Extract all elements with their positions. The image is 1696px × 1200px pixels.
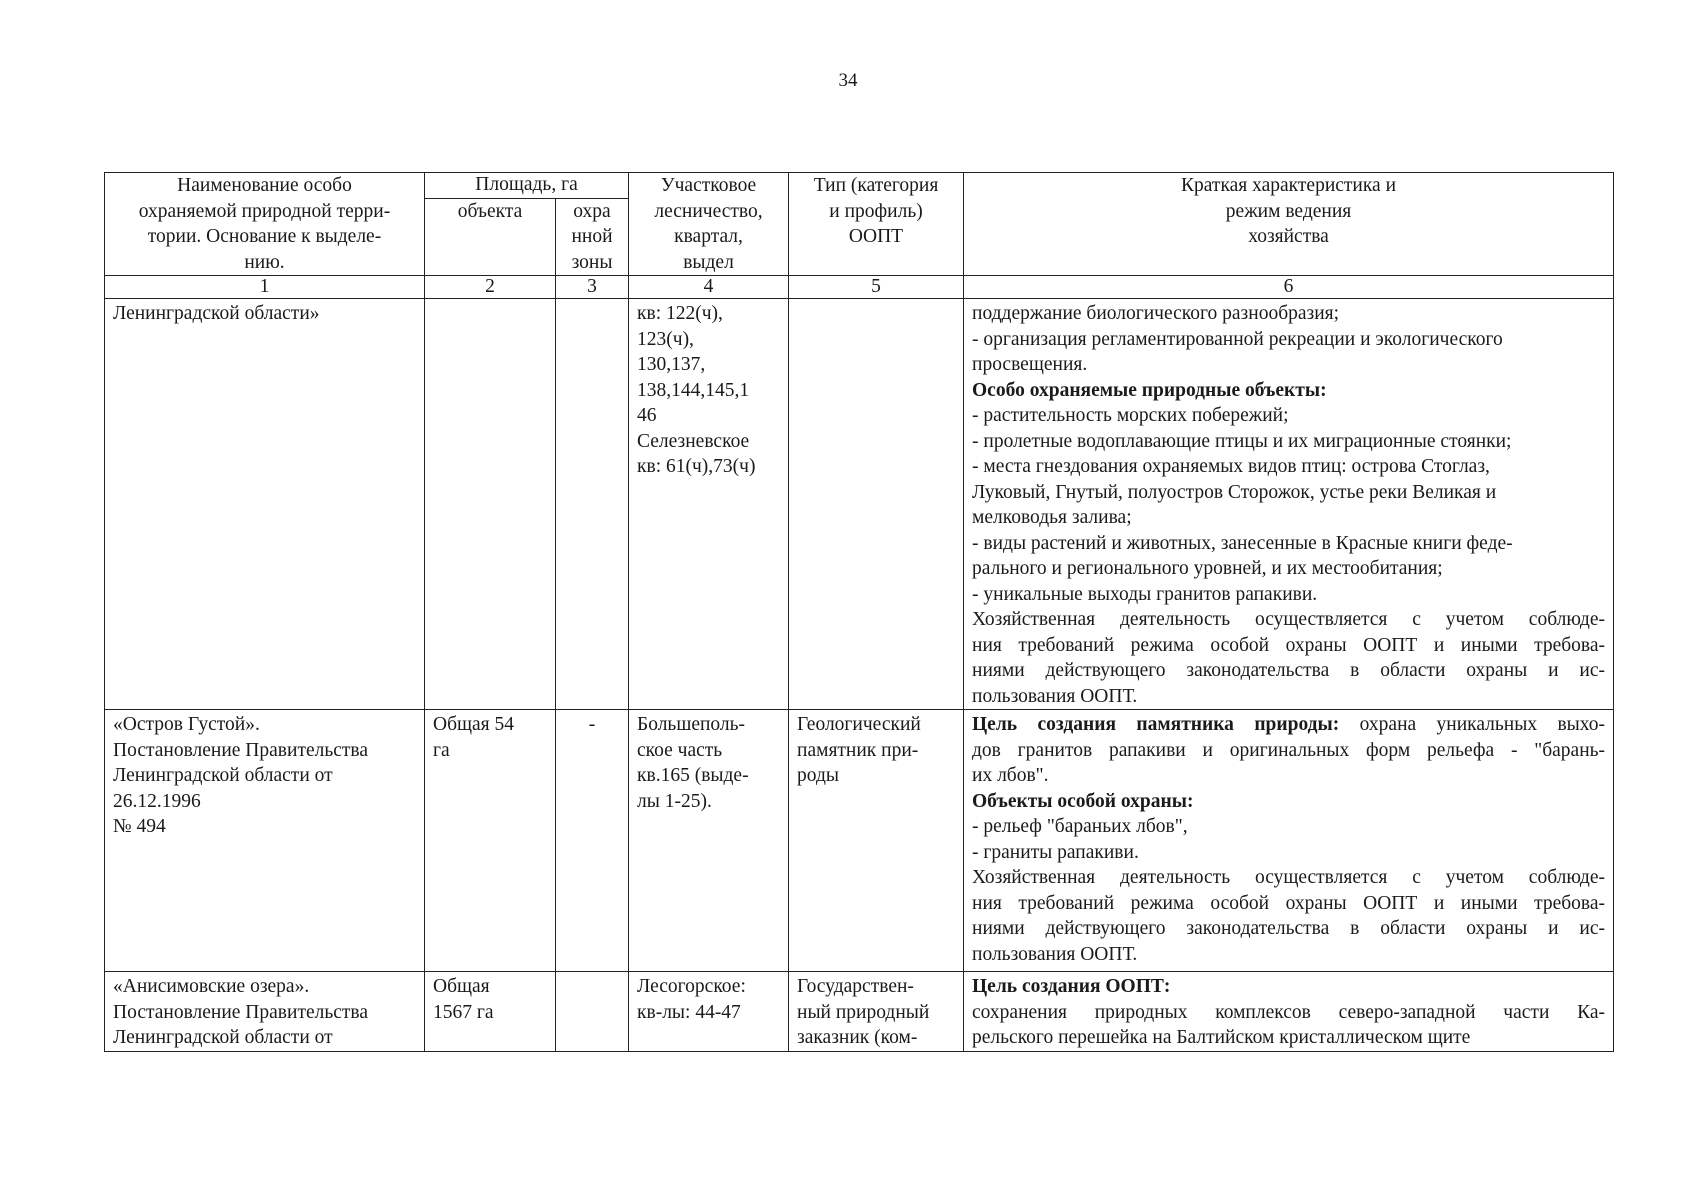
forestry-line: 130,137, (637, 354, 706, 375)
type-line: памятник при- (797, 739, 919, 761)
type-line: ный природный (797, 1001, 930, 1023)
header-forestry-line: Участковое (660, 175, 757, 196)
header-zone-line: зоны (571, 251, 613, 273)
forestry-line: Селезневское (637, 430, 750, 452)
column-number: 3 (556, 276, 629, 299)
forestry-line: 138,144,145,1 (637, 379, 750, 401)
header-description-line: режим ведения (1225, 200, 1352, 222)
type-line: Геологический (797, 714, 921, 735)
description-line: - рельеф "бараньих лбов", (972, 816, 1188, 837)
column-number: 2 (425, 276, 556, 299)
description-cell (964, 972, 1614, 1052)
area-name-cell (105, 299, 425, 710)
forestry-line: ское часть (637, 739, 723, 761)
zone-size-cell (556, 972, 629, 1052)
description-line: Объекты особой охраны: (972, 790, 1194, 812)
forestry-line: кв: 122(ч), (637, 303, 723, 324)
area-size-line: Общая (433, 976, 490, 997)
forestry-cell (629, 972, 789, 1052)
area-name-line: Ленинградской области» (113, 303, 320, 324)
column-number: 6 (964, 276, 1614, 299)
area-size-line: га (433, 739, 450, 761)
header-description (964, 173, 1614, 276)
description-line: их лбов". (972, 765, 1049, 786)
area-name-cell (105, 710, 425, 972)
description-line: - места гнездования охраняемых видов птиц: острова Стоглаз, (972, 456, 1490, 477)
area-name-line: Ленинградской области от (113, 765, 333, 786)
header-area-object: объекта (425, 198, 556, 276)
area-name-cell (105, 972, 425, 1052)
header-type-line: ООПТ (848, 226, 904, 247)
description-line: - уникальные выходы гранитов рапакиви. (972, 583, 1318, 605)
header-type-line: Тип (категория (813, 175, 939, 196)
forestry-cell (629, 299, 789, 710)
header-type (789, 173, 964, 276)
header-description-line: Краткая характеристика и (1181, 175, 1397, 196)
forestry-line: кв: 61(ч),73(ч) (637, 456, 756, 477)
forestry-line: 46 (637, 405, 657, 426)
forestry-cell (629, 710, 789, 972)
description-line: мелководья залива; (972, 507, 1132, 528)
type-cell (789, 972, 964, 1052)
header-forestry-line: лесничество, (654, 200, 763, 222)
protected-areas-table (104, 172, 1614, 1052)
area-size-cell (425, 299, 556, 710)
description-line: - пролетные водоплавающие птицы и их миграционные стоянки; (972, 430, 1512, 452)
area-name-line: «Анисимовские озера». (113, 976, 310, 997)
header-zone-line: охра (573, 200, 611, 222)
header-name-line: охраняемой природной терри- (138, 200, 391, 222)
area-name-line: Ленинградской области от (113, 1027, 333, 1048)
header-row (105, 173, 1614, 199)
type-cell (789, 710, 964, 972)
header-area-zone (556, 198, 629, 276)
type-line: Государствен- (797, 976, 914, 997)
column-number: 4 (629, 276, 789, 299)
type-cell (789, 299, 964, 710)
forestry-line: Лесогорское: (637, 976, 746, 997)
description-line: дов гранитов рапакиви и оригинальных форм рельефа - "барань- (972, 739, 1606, 761)
header-zone-line: нной (571, 226, 613, 247)
area-size-line: Общая 54 (433, 714, 515, 735)
forestry-line: 123(ч), (637, 328, 694, 350)
description-line: - организация регламентированной рекреации и экологического (972, 328, 1503, 350)
description-line: рельского перешейка на Балтийском кристаллическом щите (972, 1027, 1471, 1048)
column-number: 5 (789, 276, 964, 299)
description-line: ниями действующего законодательства в области охраны и ис- (972, 918, 1606, 939)
header-name-line: Наименование особо (177, 175, 352, 196)
description-line: поддержание биологического разнообразия; (972, 303, 1340, 324)
area-name-line: 26.12.1996 (113, 790, 201, 812)
description-text: охрана уникальных выхо- (1339, 714, 1606, 735)
area-size-line: 1567 га (433, 1001, 494, 1023)
area-name-line: № 494 (113, 816, 166, 837)
area-name-line: «Остров Густой». (113, 714, 260, 735)
description-line: - растительность морских побережий; (972, 405, 1289, 426)
description-line: пользования ООПТ. (972, 943, 1138, 965)
header-forestry-line: выдел (683, 251, 734, 273)
column-number: 1 (105, 276, 425, 299)
description-line: - граниты рапакиви. (972, 841, 1139, 863)
description-line (972, 712, 1605, 738)
forestry-line: кв.165 (выде- (637, 765, 749, 786)
header-name-line: тории. Основание к выделе- (147, 226, 382, 247)
description-line: - виды растений и животных, занесенные в Красные книги феде- (972, 532, 1513, 554)
forestry-line: Большеполь- (637, 714, 746, 735)
header-forestry (629, 173, 789, 276)
forestry-line: кв-лы: 44-47 (637, 1001, 741, 1023)
description-heading: Цель создания памятника природы: (972, 714, 1340, 735)
description-line: просвещения. (972, 354, 1088, 375)
description-line: Хозяйственная деятельность осуществляется с учетом соблюде- (972, 867, 1606, 888)
page-number: 34 (838, 70, 858, 91)
column-numbers-row (105, 276, 1614, 299)
type-line: роды (797, 765, 839, 786)
description-line: Луковый, Гнутый, полуостров Сторожок, устье реки Великая и (972, 481, 1497, 503)
area-name-line: Постановление Правительства (113, 1001, 369, 1023)
header-name-line: нию. (244, 251, 285, 273)
description-line: Цель создания ООПТ: (972, 976, 1171, 997)
zone-size-cell: - (556, 710, 629, 972)
description-cell (964, 299, 1614, 710)
description-line: пользования ООПТ. (972, 685, 1138, 707)
area-name-line: Постановление Правительства (113, 739, 369, 761)
header-type-line: и профиль) (829, 200, 923, 222)
zone-size-cell (556, 299, 629, 710)
header-description-line: хозяйства (1248, 226, 1329, 247)
description-line: Особо охраняемые природные объекты: (972, 379, 1327, 401)
area-size-cell (425, 972, 556, 1052)
table-row (105, 972, 1614, 1052)
description-line: сохранения природных комплексов северо-западной части Ка- (972, 1001, 1606, 1023)
header-forestry-line: квартал, (674, 226, 743, 247)
description-line: Хозяйственная деятельность осуществляется с учетом соблюде- (972, 609, 1606, 630)
table-row (105, 710, 1614, 972)
header-area: Площадь, га (425, 173, 629, 199)
area-size-cell (425, 710, 556, 972)
type-line: заказник (ком- (797, 1027, 918, 1048)
table-row (105, 299, 1614, 710)
description-cell (964, 710, 1614, 972)
description-line: рального и регионального уровней, и их местообитания; (972, 558, 1443, 579)
description-line: ния требований режима особой охраны ООПТ и иными требова- (972, 634, 1606, 656)
description-line: ния требований режима особой охраны ООПТ и иными требова- (972, 892, 1606, 914)
forestry-line: лы 1-25). (637, 790, 712, 812)
header-name (105, 173, 425, 276)
description-line: ниями действующего законодательства в области охраны и ис- (972, 660, 1606, 681)
